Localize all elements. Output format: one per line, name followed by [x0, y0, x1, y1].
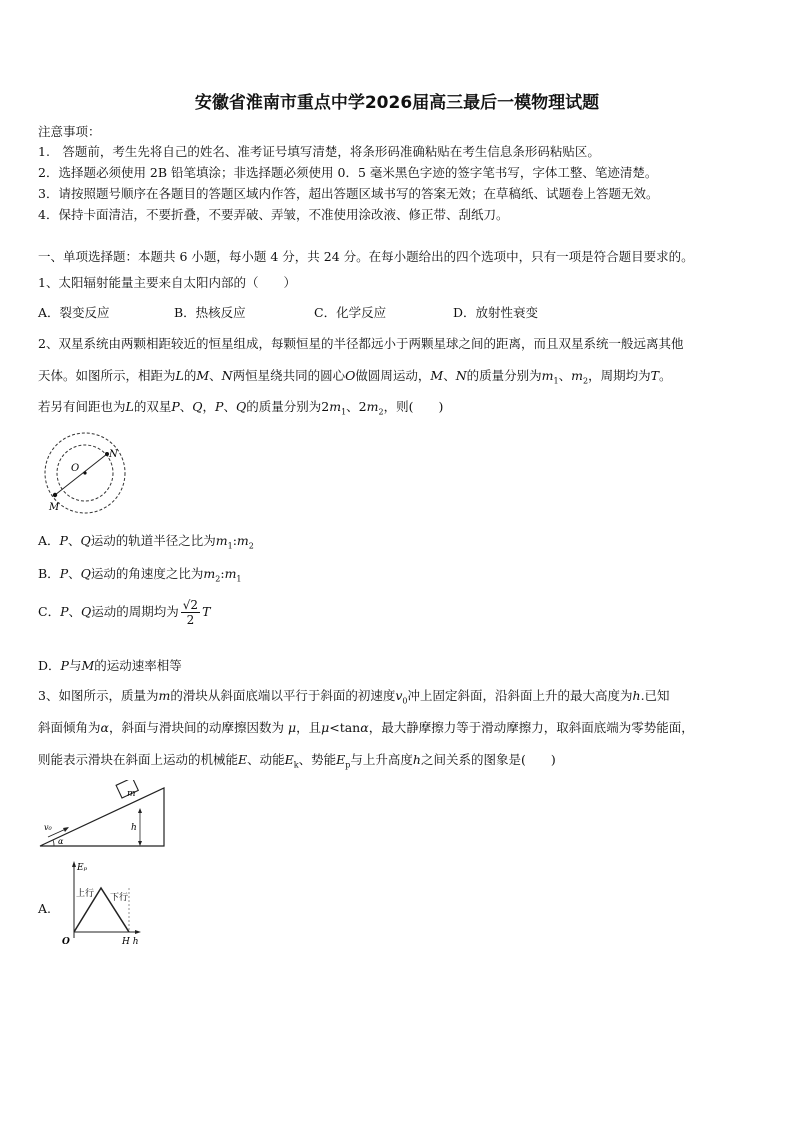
section-heading: 一、单项选择题：本题共 6 小题，每小题 4 分，共 24 分。在每小题给出的四个选项中，只有一项是符合题目要求的。 [38, 249, 694, 264]
q1-option-a: A．裂变反应 [38, 305, 110, 320]
label-height: h [131, 823, 137, 833]
q2-option-a: A．P、Q运动的轨道半径之比为$m_1:m_2$ [38, 533, 254, 551]
height-arrow-bottom [138, 841, 142, 846]
q2-stem-line2: 天体。如图所示，相距为L的M、N两恒星绕共同的圆心O做圆周运动，M、N的质量分别为$m_1$、$m_2$，周期均为T。 [38, 368, 672, 386]
connecting-line [55, 454, 107, 495]
height-arrow-top [138, 808, 142, 813]
up-label: 上行 [76, 889, 95, 899]
x-axis-label: H h [122, 937, 139, 947]
origin-label: O [62, 937, 70, 947]
q3-option-a-graph [60, 858, 145, 948]
notice-item-3: 3．请按照题号顺序在各题目的答题区域内作答，超出答题区域书写的答案无效；在草稿纸、试题卷上答题无效。 [38, 186, 659, 201]
center-point [83, 471, 86, 474]
label-m: M [49, 502, 60, 513]
q1-option-b: B．热核反应 [174, 305, 246, 320]
label-o: O [71, 463, 80, 474]
label-mass: m [127, 789, 136, 799]
angle-arc [53, 840, 54, 846]
x-axis-arrow [135, 930, 141, 934]
y-axis-label: Eₚ [77, 863, 88, 873]
notice-heading: 注意事项： [38, 124, 101, 139]
velocity-arrowhead [63, 827, 69, 832]
label-alpha: α [58, 837, 64, 846]
q2-stem-line3: 若另有间距也为L的双星P、Q，P、Q的质量分别为$2m_1$、$2m_2$，则( ) [38, 399, 444, 417]
q3-stem-line2: 斜面倾角为α，斜面与滑块间的动摩擦因数为 μ，且μ<tanα，最大静摩擦力等于滑动摩擦力，取斜面底端为零势能面， [38, 720, 694, 735]
incline-figure [36, 780, 171, 852]
q1-option-c: C．化学反应 [314, 305, 387, 320]
fraction-sqrt2-over-2: $\frac{√2}{2}$ [182, 598, 199, 627]
q3-option-a-label: A. [38, 901, 52, 916]
page-title: 安徽省淮南市重点中学2026届高三最后一模物理试题 [194, 93, 600, 113]
q2-option-b: B．P、Q运动的角速度之比为$m_2:m_1$ [38, 566, 242, 584]
star-m [53, 493, 57, 497]
binary-star-figure [36, 428, 136, 518]
label-v0: v₀ [44, 823, 52, 832]
notice-item-1: 1. 答题前，考生先将自己的姓名、准考证号填写清楚，将条形码准确粘贴在考生信息条形码粘贴区。 [38, 144, 600, 159]
y-axis-arrow [72, 861, 76, 867]
q3-stem-line3: 则能表示滑块在斜面上运动的机械能E、动能$E_k$、势能$E_p$与上升高度h之间关系的图象是( ) [38, 752, 556, 770]
q1-stem: 1、太阳辐射能量主要来自太阳内部的（ ） [38, 275, 296, 290]
q2-stem-line1: 2、双星系统由两颗相距较近的恒星组成，每颗恒星的半径都远小于两颗星球之间的距离，而且双星系统一般远离其他 [38, 336, 684, 351]
q3-stem-line1: 3、如图所示，质量为m的滑块从斜面底端以平行于斜面的初速度$v_0$冲上固定斜面，沿斜面上升的最大高度为h.已知 [38, 688, 670, 706]
notice-item-2: 2．选择题必须使用 2B 铅笔填涂；非选择题必须使用 0．5 毫米黑色字迹的签字笔书写，字体工整、笔迹清楚。 [38, 165, 658, 180]
q2-option-d: D．P与M的运动速率相等 [38, 658, 182, 673]
notice-item-4: 4．保持卡面清洁，不要折叠，不要弄破、弄皱，不准使用涂改液、修正带、刮纸刀。 [38, 207, 509, 222]
q2-option-c: C．P、Q运动的周期均为 $\frac{√2}{2}$ T [38, 598, 211, 627]
q1-option-d: D．放射性衰变 [453, 305, 539, 320]
label-n: N [109, 449, 118, 460]
down-label: 下行 [110, 893, 129, 903]
